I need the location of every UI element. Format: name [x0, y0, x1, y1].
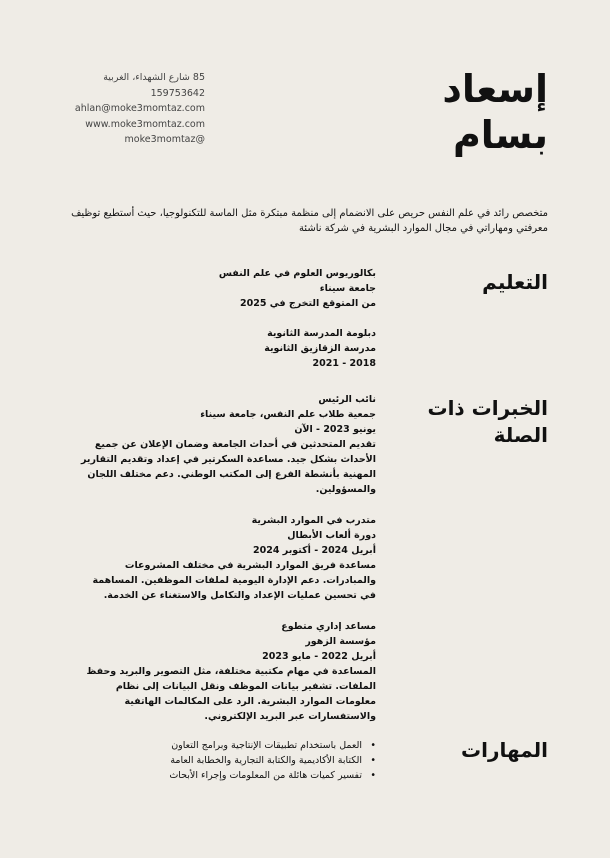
degree-title: دبلومة المدرسة الثانوية — [267, 328, 376, 339]
experience-entry — [76, 513, 376, 603]
job-description: المساعدة في مهام مكتبية مختلفة، مثل التصوير والبريد وحفظ الملفات. تشفير بيانات الموظف ونقل البيانات إلى نظام معلومات الموارد البشرية. الرد على المكالمات الهاتفية والاستفسارات عبر البريد الإلكتروني. — [86, 666, 376, 722]
organization: دورة ألعاب الأبطال — [287, 530, 376, 541]
date-range: 2018 - 2021 — [312, 358, 376, 369]
education-entry — [176, 326, 376, 371]
education-list — [176, 266, 376, 387]
date-range: يونيو 2023 - الآن — [294, 424, 376, 435]
experience-entry — [76, 619, 376, 724]
date-range: أبريل 2024 - أكتوبر 2024 — [253, 545, 376, 556]
name-line-1: إسعاد — [442, 67, 548, 111]
job-description: تقديم المتحدثين في أحداث الجامعة وضمان الإعلان عن جميع الأحداث بشكل جيد. مساعدة السكرتير في إعداد وتقديم التقارير المهنية بأنشطة الفرع إلى المكتب الوطني. دعم مختلف اللجان والمسؤولين. — [80, 439, 376, 495]
job-description: مساعدة فريق الموارد البشرية في مختلف المشروعات والمبادرات. دعم الإدارة اليومية لملفات الموظفين. المساهمة في تحسين عمليات الإعداد والتكامل والاستغناء عن الخدمة. — [92, 560, 376, 601]
organization: مؤسسة الزهور — [305, 636, 376, 647]
education-entry — [176, 266, 376, 311]
contact-website[interactable]: www.moke3momtaz.com — [85, 118, 205, 130]
job-title: متدرب في الموارد البشرية — [251, 515, 376, 526]
profile-summary: متخصص رائد في علم النفس حريص على الانضمام إلى منظمة مبتكرة مثل الماسة للتكنولوجيا، حيث أستطيع توظيف معرفتي ومهاراتي في مجال الموارد البشرية في شركة ناشئة — [71, 208, 548, 234]
job-title: مساعد إداري متطوع — [281, 621, 376, 632]
job-title: نائب الرئيس — [318, 394, 376, 405]
institution: مدرسة الزقازيق الثانوية — [264, 343, 376, 354]
contact-email[interactable]: ahlan@moke3momtaz.com — [74, 103, 205, 114]
skills-list — [116, 738, 376, 783]
skills-list-wrap — [116, 738, 376, 783]
skill-item: • العمل باستخدام تطبيقات الإنتاجية وبرامج التعاون — [116, 738, 376, 753]
education-heading: التعليم — [482, 270, 548, 294]
contact-phone: 159753642 — [150, 87, 205, 99]
contact-social[interactable]: moke3momtaz@ — [124, 134, 205, 145]
skill-item: • تفسير كميات هائلة من المعلومات وإجراء الأبحاث — [116, 768, 376, 783]
name-line-2: بسام — [452, 113, 548, 157]
skills-heading: المهارات — [461, 738, 548, 762]
degree-title: بكالوريوس العلوم في علم النفس — [218, 268, 376, 279]
experience-entry — [76, 392, 376, 497]
contact-info — [60, 70, 205, 148]
skill-item: • الكتابة الأكاديمية والكتابة التجارية والخطابة العامة — [116, 753, 376, 768]
experience-list — [76, 392, 376, 740]
date-range: أبريل 2022 - مايو 2023 — [262, 651, 376, 662]
institution: جامعة سيناء — [319, 283, 376, 294]
experience-heading: الخبرات ذات الصلة — [427, 396, 548, 447]
organization: جمعية طلاب علم النفس، جامعة سيناء — [200, 409, 376, 420]
contact-address: 85 شارع الشهداء، الغربية — [103, 72, 205, 83]
date-range: من المتوقع التخرج في 2025 — [240, 298, 376, 309]
candidate-name — [308, 66, 548, 158]
